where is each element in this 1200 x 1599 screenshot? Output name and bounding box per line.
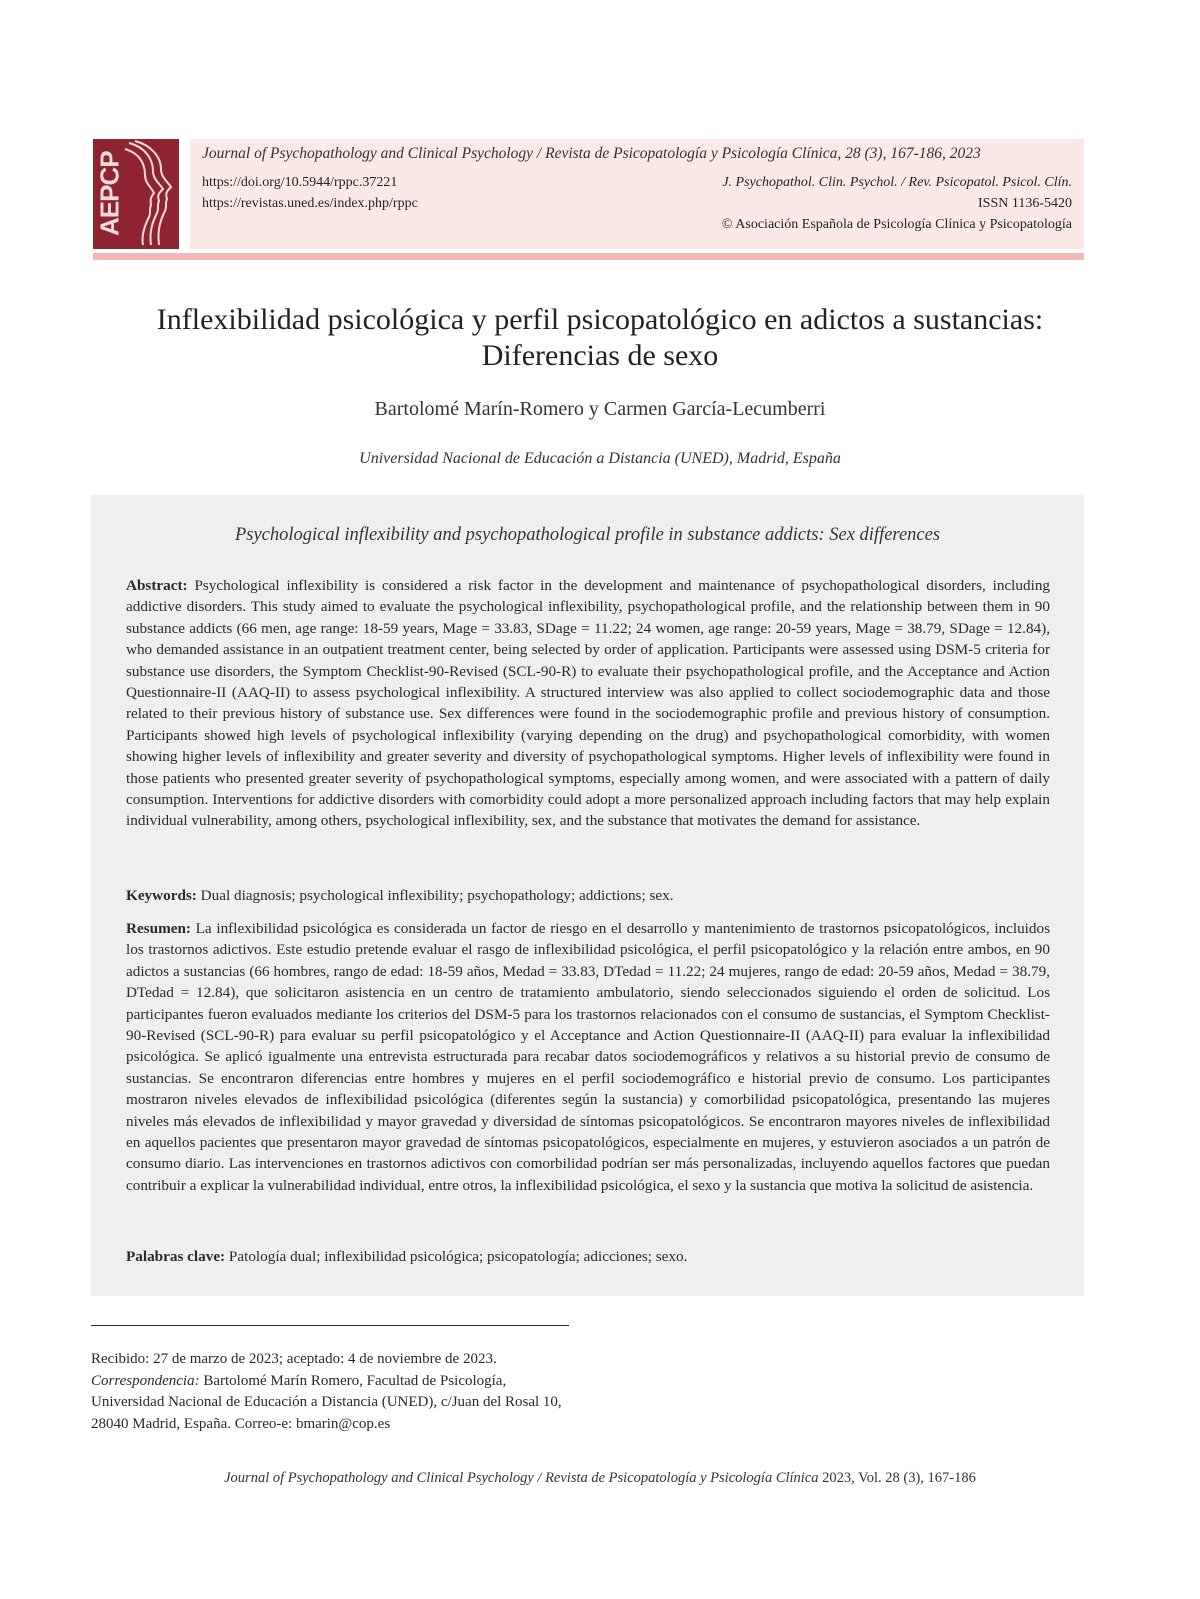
journal-url-link[interactable]: https://revistas.uned.es/index.php/rppc bbox=[202, 196, 418, 211]
abstract-box bbox=[91, 495, 1084, 1296]
resumen-text: La inflexibilidad psicológica es considerada un factor de riesgo en el desarrollo y mantenimiento de trastornos psicopatológicos, incluidos los trastornos adictivos. Este estudio pretende evaluar el rasgo de inflexibilidad psicológica, el perfil psicopatológico y la relación entre ambos, en 90 adictos a sustancias (66 hombres, rango de edad: 18-59 años, Medad = 33.83, DTedad = 11.22; 24 mujeres, rango de edad: 20-59 años, Medad = 38.79, DTedad = 12.84), que solicitaron asistencia en un centro de tratamiento ambulatorio, siendo seleccionados siguiendo el orden de solicitud. Los participantes fueron evaluados mediante los criterios del DSM-5 para los trastornos relacionados con el consumo de sustancias, el Symptom Checklist-90-Revised (SCL-90-R) para evaluar su perfil psicopatológico y el Acceptance and Action Questionnaire-II (AAQ-II) para evaluar la inflexibilidad psicológica. Se aplicó igualmente una entrevista estructurada para recabar datos sociodemográficos y relativos a su historial previo de consumo de sustancias. Se encontraron diferencias entre hombres y mujeres en el perfil sociodemográfico e historial previo de consumo. Los participantes mostraron niveles elevados de inflexibilidad psicológica (diferentes según la sustancia) y comorbilidad psicopatológica, presentando las mujeres niveles más elevados de inflexibilidad y mayor gravedad y diversidad de síntomas psicopatológicos. Se encontraron mayores niveles de inflexibilidad en aquellos pacientes que presentaron mayor gravedad de síntomas psicopatológicos, especialmente en mujeres, y estuvieron asociados a un patrón de consumo diario. Las intervenciones en trastornos adictivos con comorbilidad podrían ser más personalizadas, incluyendo aquellos factores que puedan contribuir a explicar la vulnerabilidad individual, entre otros, la inflexibilidad psicológica, el sexo y la sustancia que motiva la solicitud de asistencia. bbox=[126, 920, 1051, 1194]
palabras-clave-text: Patología dual; inflexibilidad psicológica; psicopatología; adicciones; sexo. bbox=[228, 1248, 688, 1265]
authors: Bartolomé Marín-Romero y Carmen García-Lecumberri bbox=[374, 398, 826, 420]
article-title bbox=[60, 302, 1140, 374]
footer-journal: Journal of Psychopathology and Clinical Psychology / Revista de Psicopatología y Psicología Clínica bbox=[224, 1470, 819, 1486]
resumen-label: Resumen: bbox=[126, 920, 191, 937]
journal-line: Journal of Psychopathology and Clinical Psychology / Revista de Psicopatología y Psicología Clínica, 28 (3), 167-186, 2023 bbox=[202, 145, 981, 162]
correspondence-text: Bartolomé Marín Romero, Facultad de Psicología, Universidad Nacional de Educación a Distancia (UNED), c/Juan del Rosal 10, 28040 Madrid, España. Correo-e: bmarin@cop.es bbox=[91, 1372, 562, 1432]
english-title: Psychological inflexibility and psychopathological profile in substance addicts: Sex differences bbox=[234, 525, 941, 545]
keywords-text: Dual diagnosis; psychological inflexibility; psychopathology; addictions; sex. bbox=[200, 887, 674, 904]
header-divider bbox=[93, 253, 1084, 260]
palabras-clave-label: Palabras clave: bbox=[126, 1248, 226, 1265]
resumen-paragraph bbox=[126, 918, 1050, 1196]
correspondence-label: Correspondencia: bbox=[91, 1372, 200, 1389]
doi-link[interactable]: https://doi.org/10.5944/rppc.37221 bbox=[202, 175, 398, 190]
title-line-2: Diferencias de sexo bbox=[481, 339, 719, 372]
abstract-paragraph bbox=[126, 575, 1050, 832]
palabras-clave-paragraph bbox=[126, 1246, 1050, 1267]
keywords-label: Keywords: bbox=[126, 887, 197, 904]
footnotes bbox=[91, 1349, 581, 1435]
page-footer bbox=[0, 1470, 1200, 1487]
abstract-text: Psychological inflexibility is considered a risk factor in the development and maintenance of psychopathological disorders, including addictive disorders. This study aimed to evaluate the psychological inflexibility, psychopathological profile, and the relationship between them in 90 substance addicts (66 men, age range: 18-59 years, Mage = 33.83, SDage = 11.22; 24 women, age range: 20-59 years, Mage = 38.79, SDage = 12.84), who demanded assistance in an outpatient treatment center, being selected by order of application. Participants were assessed using DSM-5 criteria for substance use disorders, the Symptom Checklist-90-Revised (SCL-90-R) to evaluate their psychopathological profile, and the Acceptance and Action Questionnaire-II (AAQ-II) to assess psychological inflexibility. A structured interview was also applied to collect sociodemographic data and those related to their previous history of substance use. Sex differences were found in the sociodemographic profile and previous history of consumption. Participants showed high levels of psychological inflexibility (varying depending on the drug) and psychopathological comorbidity, with women showing higher levels of inflexibility and greater severity and diversity of psychopathological symptoms. Higher levels of inflexibility were found in those patients who presented greater severity of psychopathological symptoms, especially among women, and were associated with a pattern of daily consumption. Interventions for addictive disorders with comorbidity could adopt a more personalized approach including factors that may help explain individual vulnerability, among others, psychological inflexibility, sex, and the substance that motivates the demand for assistance. bbox=[126, 577, 1051, 830]
copyright: © Asociación Española de Psicología Clínica y Psicopatología bbox=[721, 217, 1072, 232]
aepcp-logo bbox=[93, 139, 179, 249]
journal-abbreviation: J. Psychopathol. Clin. Psychol. / Rev. Psicopatol. Psicol. Clín. bbox=[722, 175, 1072, 190]
affiliation: Universidad Nacional de Educación a Distancia (UNED), Madrid, España bbox=[359, 450, 841, 467]
footer-citation: 2023, Vol. 28 (3), 167-186 bbox=[822, 1470, 976, 1486]
logo-text: AEPCP bbox=[94, 151, 125, 237]
journal-header bbox=[190, 139, 1084, 249]
issn: ISSN 1136-5420 bbox=[978, 196, 1072, 211]
received-note: Recibido: 27 de marzo de 2023; aceptado: 4 de noviembre de 2023. bbox=[91, 1351, 497, 1367]
title-line-1: Inflexibilidad psicológica y perfil psicopatológico en adictos a sustancias: bbox=[156, 303, 1044, 336]
profile-faces-icon bbox=[123, 139, 179, 249]
keywords-paragraph bbox=[126, 885, 1050, 906]
abstract-label: Abstract: bbox=[126, 577, 188, 594]
correspondence-note bbox=[91, 1371, 581, 1436]
footnote-rule bbox=[91, 1325, 569, 1326]
